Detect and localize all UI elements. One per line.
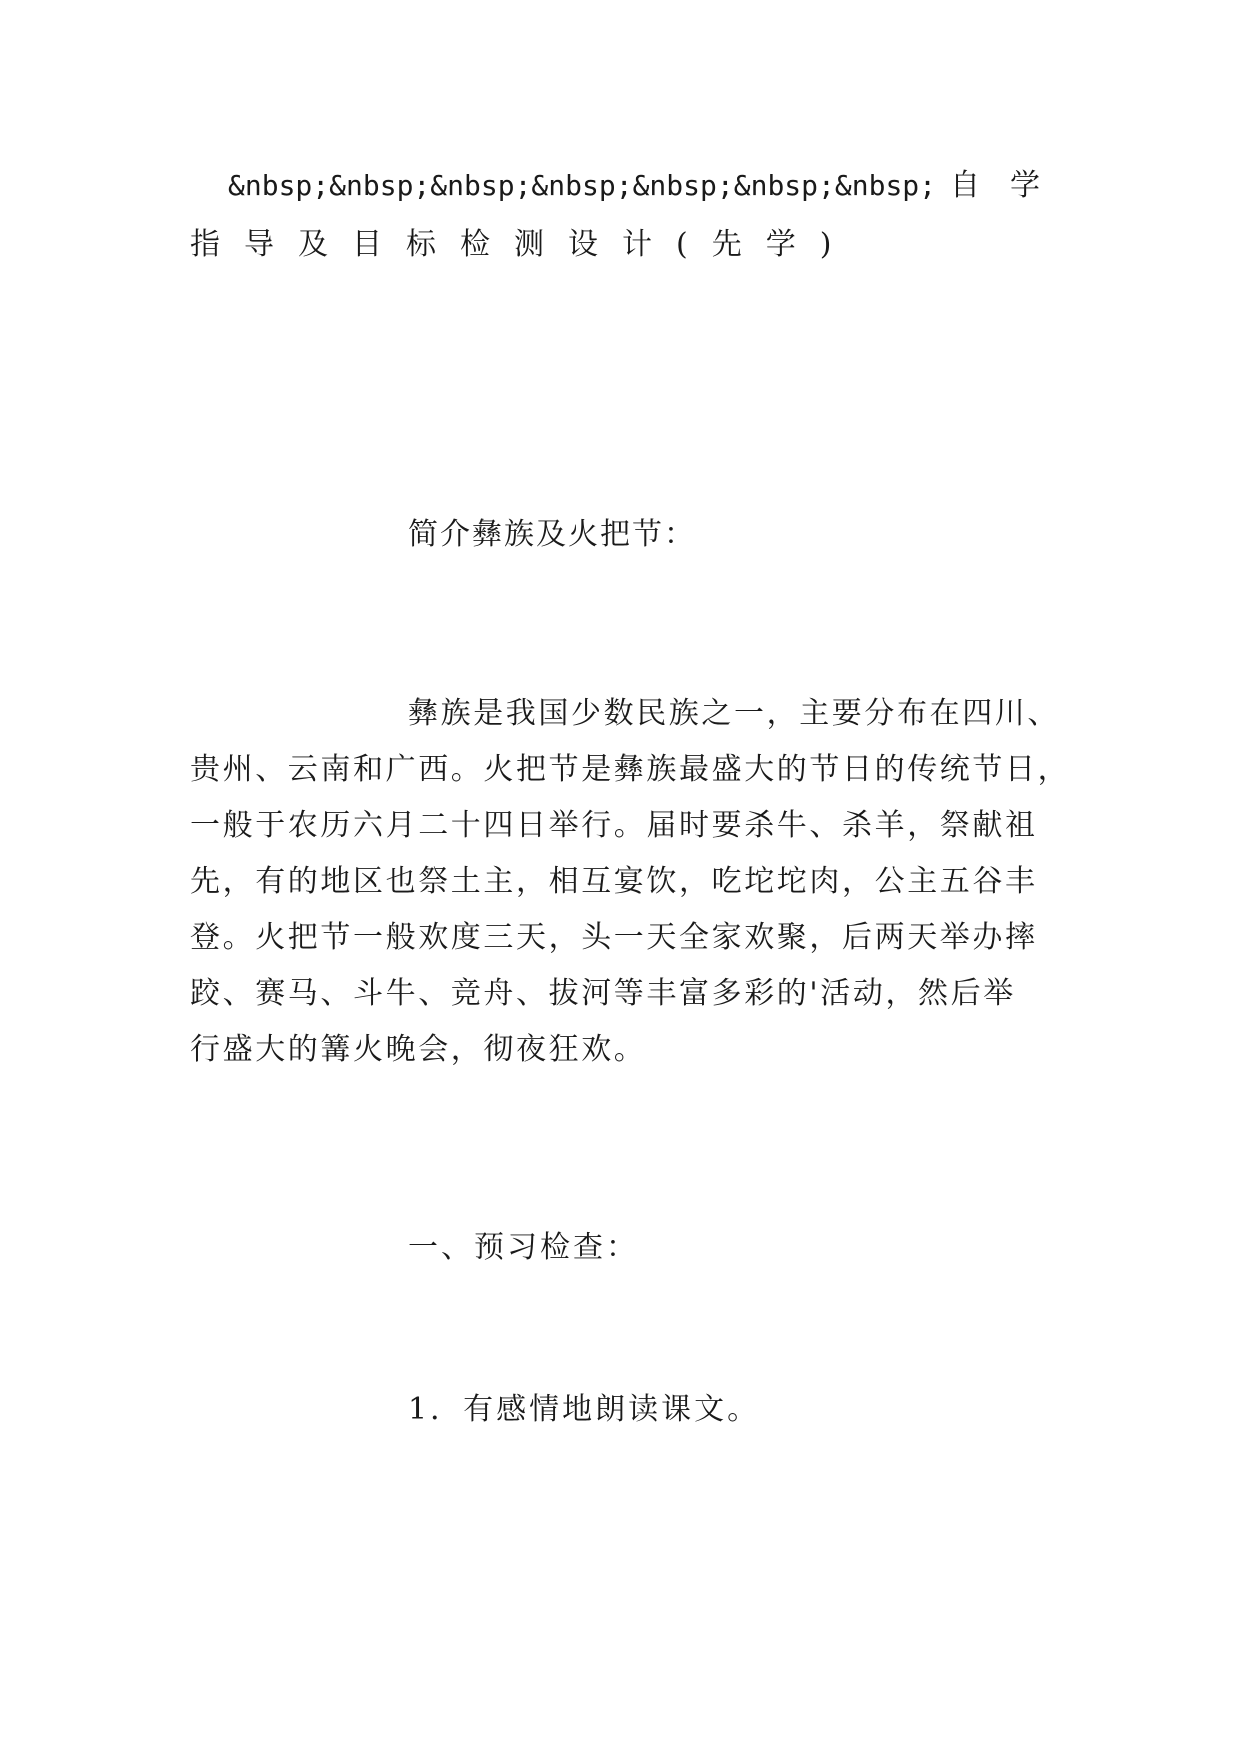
- heading-prefix: &nbsp;&nbsp;&nbsp;&nbsp;&nbsp;&nbsp;&nbsp;: [228, 169, 937, 202]
- paragraph-line: 跤、赛马、斗牛、竞舟、拔河等丰富多彩的'活动，然后举: [190, 976, 1016, 1011]
- paragraph-line: 登。火把节一般欢度三天，头一天全家欢聚，后两天举办摔: [190, 920, 1038, 955]
- paragraph-line: 贵州、云南和广西。火把节是彝族最盛大的节日的传统节日，: [190, 752, 1071, 787]
- intro-title: 简介彝族及火把节：: [408, 517, 696, 552]
- heading-line-1-text: 自学: [950, 168, 1071, 203]
- section-title: 一、预习检查：: [408, 1230, 639, 1265]
- paragraph-line: 行盛大的篝火晚会，彻夜狂欢。: [190, 1032, 647, 1067]
- paragraph-line: 彝族是我国少数民族之一，主要分布在四川、: [408, 696, 1060, 731]
- heading-line-2: 指导及目标检测设计(先学): [190, 227, 856, 262]
- heading-line-1: [228, 166, 1071, 206]
- list-item: 1．有感情地朗读课文。: [408, 1392, 761, 1427]
- paragraph-line: 一般于农历六月二十四日举行。届时要杀牛、杀羊，祭献祖: [190, 808, 1038, 843]
- intro-paragraph: [190, 686, 1071, 1078]
- paragraph-line: 先，有的地区也祭土主，相互宴饮，吃坨坨肉，公主五谷丰: [190, 864, 1038, 899]
